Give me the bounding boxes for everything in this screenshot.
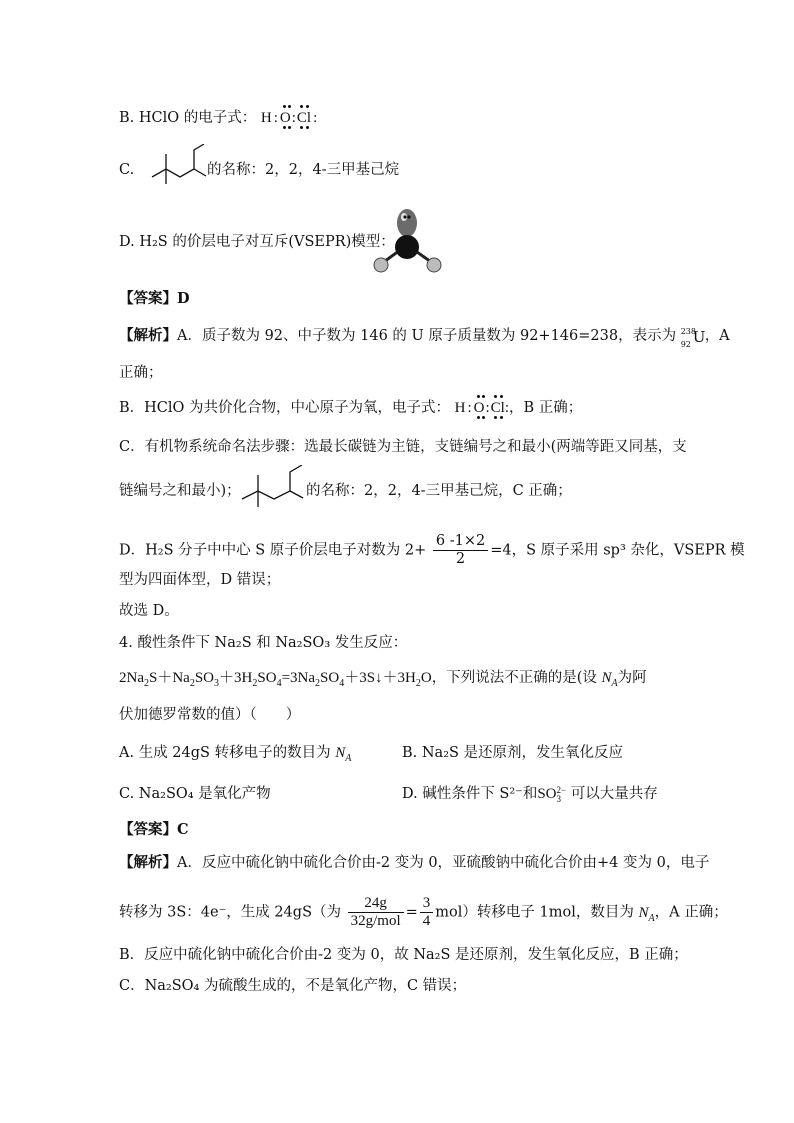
answer-value: C xyxy=(177,821,189,838)
analysis-2-c: C．Na₂SO₄ 为硫酸生成的，不是氧化产物，C 错误； xyxy=(119,978,467,994)
answer-label: 【答案】 xyxy=(119,290,177,307)
isotope-symbol: 238 92 U xyxy=(680,327,706,349)
option-b xyxy=(119,108,317,128)
question-4-equation xyxy=(119,668,647,688)
answer-2 xyxy=(119,820,189,840)
analysis-1-d-line2: 型为四面体型，D 错误； xyxy=(119,572,281,588)
analysis-a-text: A．质子数为 92、中子数为 146 的 U 原子质量数为 92+146=238，表示为 xyxy=(177,328,677,344)
q4-option-a-text: A. 生成 24gS 转移电子的数目为 xyxy=(119,745,331,761)
analysis-2-a-line2-mid: mol）转移电子 1mol，数目为 xyxy=(435,904,634,921)
hclo-electron-formula-icon: H : O :Cl : xyxy=(261,110,317,126)
analysis-2-a-line1 xyxy=(119,853,709,873)
option-d: D. H₂S 的价层电子对互斥(VSEPR)模型： xyxy=(119,234,395,250)
question-4-stem-tail: 为阿 xyxy=(617,670,647,686)
analysis-2-a-text: A．反应中硫化钠中硫化合价由-2 变为 0，亚硫酸钠中硫化合价由+4 变为 0，电子 xyxy=(177,855,710,871)
skeletal-formula-icon xyxy=(240,465,306,511)
analysis-1-a-line2: 正确； xyxy=(119,365,163,381)
fraction: $\frac{6 -1\times 2}{2}$ xyxy=(433,533,488,568)
reaction-equation: $2Na_2S+Na_2SO_3+3H_2SO_4=3Na_2SO_4+3S↓+3H_2O$ xyxy=(119,670,432,689)
analysis-d-suffix: =4，S 原子采用 sp³ 杂化，VSEPR 模 xyxy=(490,542,745,559)
hclo-electron-formula-icon: H : O :Cl : xyxy=(455,400,509,416)
analysis-2-a-line2-text: 转移为 3S：4e⁻，生成 24gS（为 xyxy=(119,904,342,921)
avogadro-symbol: $N_A$ xyxy=(335,745,352,764)
analysis-d-text: D．H₂S 分子中中心 S 原子价层电子对数为 2+ xyxy=(119,542,427,559)
analysis-1-b xyxy=(119,398,582,418)
analysis-2-a-line2-end: ，A 正确； xyxy=(654,904,728,921)
analysis-1-d xyxy=(119,533,745,568)
answer-1 xyxy=(119,289,190,309)
skeletal-formula-icon xyxy=(150,144,208,188)
analysis-b-suffix: ，B 正确； xyxy=(509,400,583,416)
analysis-2-a-line2: 转移为 3S：4e⁻，生成 24gS（为 $\frac{24g}{\text{32g/mol}}$ = $\frac{3}{4}$ mol）转移电子 1mol，数目为 $N_A$，A 正确； xyxy=(119,895,728,929)
analysis-label: 【解析】 xyxy=(119,327,177,344)
question-4-stem: 4. 酸性条件下 Na₂S 和 Na₂SO₃ 发生反应： xyxy=(119,635,408,651)
analysis-1-c-line2a: 链编号之和最小)； xyxy=(119,483,241,499)
answer-value: D xyxy=(177,290,190,307)
option-c-label: C. xyxy=(119,162,135,178)
analysis-1-c-line1: C．有机物系统命名法步骤：选最长碳链为主链，支链编号之和最小(两端等距又同基，支 xyxy=(119,439,687,455)
analysis-1-c-line2b: 的名称：2，2，4-三甲基己烷，C 正确； xyxy=(306,483,572,499)
option-c xyxy=(119,160,134,180)
question-4-stem-line3: 伏加德罗常数的值）（ ） xyxy=(119,707,301,723)
q4-option-d-suffix: 可以大量共存 xyxy=(570,786,658,802)
fraction: $\frac{3}{4}$ xyxy=(420,895,434,930)
avogadro-symbol: $N_A$ xyxy=(638,904,655,924)
analysis-a-suffix: ，A xyxy=(704,328,730,344)
conclusion: 故选 D。 xyxy=(119,603,179,619)
sulfite-ion: SO 2− 3 xyxy=(537,784,567,804)
fraction: $\frac{24g}{\text{32g/mol}}$ xyxy=(348,895,404,930)
avogadro-symbol: $N_A$ xyxy=(601,670,618,689)
q4-option-c: C. Na₂SO₄ 是氧化产物 xyxy=(119,786,271,802)
q4-option-d-text: D. 碱性条件下 S²⁻和 xyxy=(402,786,538,802)
question-4-stem-cont: ，下列说法不正确的是(设 xyxy=(431,670,597,686)
q4-option-b: B. Na₂S 是还原剂，发生氧化反应 xyxy=(402,745,624,761)
analysis-1-a xyxy=(119,326,730,349)
analysis-2-b: B．反应中硫化钠中硫化合价由-2 变为 0，故 Na₂S 是还原剂，发生氧化反应，B 正确； xyxy=(119,947,688,963)
option-c-name: 的名称：2，2，4-三甲基己烷 xyxy=(207,162,400,178)
q4-option-d xyxy=(402,784,658,804)
analysis-label: 【解析】 xyxy=(119,854,177,871)
analysis-b-text: B．HClO 为共价化合物，中心原子为氧，电子式： xyxy=(119,400,451,416)
answer-label: 【答案】 xyxy=(119,821,177,838)
vsepr-model-icon xyxy=(368,207,448,275)
option-b-text: B. HClO 的电子式： xyxy=(119,110,257,126)
q4-option-a xyxy=(119,743,351,763)
